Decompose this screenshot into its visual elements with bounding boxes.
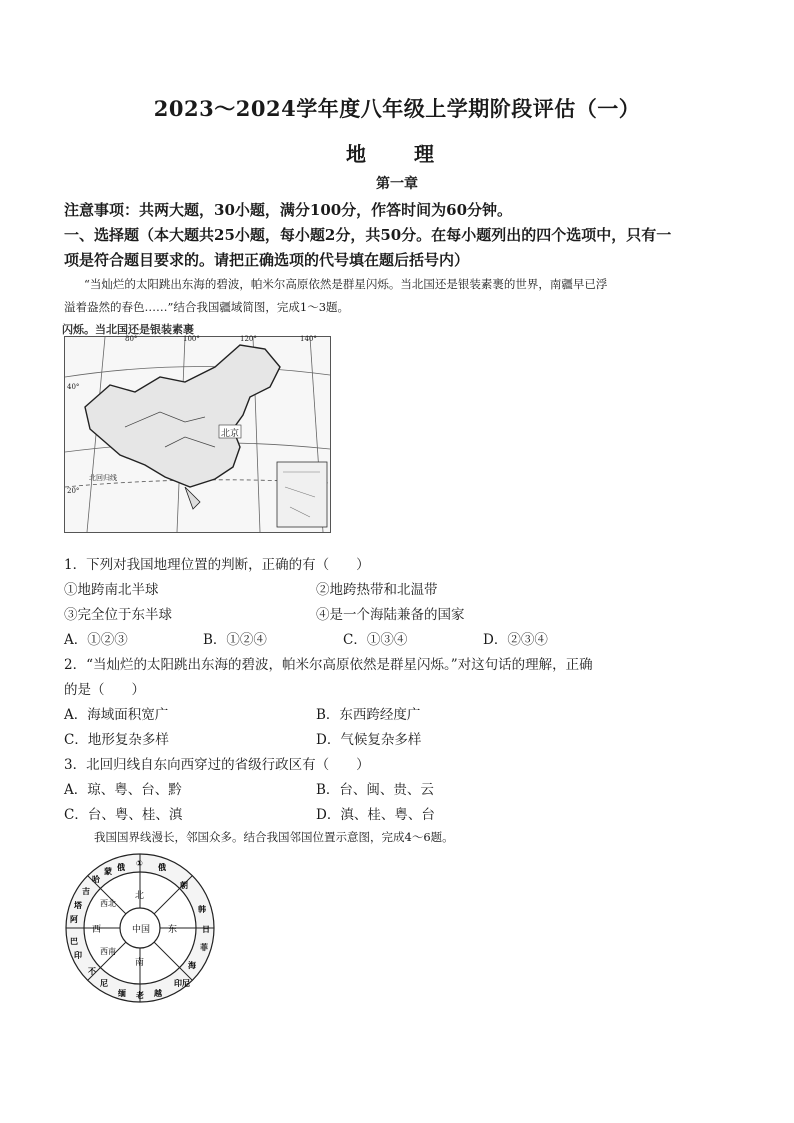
nb-17: 阿 bbox=[70, 915, 78, 924]
nb-21: 蒙 bbox=[104, 867, 112, 876]
q3-option-b: B．台、闽、贵、云 bbox=[316, 782, 434, 798]
nb-1: 俄 bbox=[117, 863, 125, 872]
q2-option-d: D．气候复杂多样 bbox=[316, 732, 422, 748]
nb-8: 海 bbox=[188, 961, 196, 970]
nb-12: 缅 bbox=[118, 989, 126, 998]
notice-line: 注意事项：共两大题，30小题，满分100分，作答时间为60分钟。 bbox=[64, 201, 513, 219]
q3-stem: 3．北回归线自东向西穿过的省级行政区有（ ） bbox=[64, 757, 370, 773]
q2-stem-2: 的是（ ） bbox=[64, 682, 145, 698]
dir-west: 西 bbox=[92, 925, 102, 935]
q1-option-d: D．②③④ bbox=[483, 632, 548, 648]
lon-label-100: 100° bbox=[183, 335, 200, 343]
neighbor-diagram bbox=[62, 850, 227, 1005]
nb-10: 越 bbox=[154, 989, 162, 998]
q3-option-a: A．琼、粤、台、黔 bbox=[64, 782, 182, 798]
chapter-label: 第一章 bbox=[376, 176, 418, 192]
q1-item-3: ③完全位于东半球 bbox=[64, 607, 172, 623]
nb-16: 巴 bbox=[70, 937, 78, 946]
nb-2: ① bbox=[136, 859, 143, 868]
nb-9: 印尼 bbox=[174, 979, 190, 988]
q2-option-c: C．地形复杂多样 bbox=[64, 732, 169, 748]
passage1-line2: 溢着盎然的春色……”结合我国疆域简图，完成1～3题。 bbox=[64, 300, 350, 314]
diagram-center: 中国 bbox=[132, 925, 151, 935]
lon-label-140: 140° bbox=[300, 335, 317, 343]
lon-label-80: 80° bbox=[125, 335, 138, 343]
dir-northwest: 西北 bbox=[100, 899, 116, 908]
nb-4: 朝 bbox=[180, 881, 188, 890]
beijing-label: 北京 bbox=[221, 429, 240, 439]
nb-14: 不 bbox=[88, 967, 96, 976]
q2-option-b: B．东西跨经度广 bbox=[316, 707, 421, 723]
section-instructions-1: 一、选择题（本大题共25小题，每小题2分，共50分。在每小题列出的四个选项中，只有一 bbox=[64, 226, 672, 244]
dir-southwest: 西南 bbox=[100, 947, 116, 956]
nb-13: 尼 bbox=[100, 979, 108, 988]
q1-item-4: ④是一个海陆兼备的国家 bbox=[316, 607, 465, 623]
nb-11: 老 bbox=[136, 991, 144, 1000]
q1-stem: 1．下列对我国地理位置的判断，正确的有（ ） bbox=[64, 557, 370, 573]
q1-option-a: A．①②③ bbox=[64, 632, 128, 648]
lat-label-20: 20° bbox=[67, 487, 80, 495]
q2-option-a: A．海域面积宽广 bbox=[64, 707, 169, 723]
q1-item-2: ②地跨热带和北温带 bbox=[316, 582, 438, 598]
q3-option-d: D．滇、桂、粤、台 bbox=[316, 807, 435, 823]
nb-18: 塔 bbox=[74, 901, 82, 910]
lon-label-120: 120° bbox=[240, 335, 257, 343]
dir-south: 南 bbox=[135, 958, 145, 968]
q3-option-c: C．台、粤、桂、滇 bbox=[64, 807, 183, 823]
q1-item-1: ①地跨南北半球 bbox=[64, 582, 159, 598]
map-clipped-caption: 闪烁。当北国还是银装素裹 bbox=[62, 323, 194, 335]
nb-7: 菲 bbox=[200, 943, 208, 952]
nb-5: 韩 bbox=[198, 905, 206, 914]
dir-north: 北 bbox=[135, 891, 145, 901]
nb-6: 日 bbox=[202, 925, 210, 934]
nb-15: 印 bbox=[74, 951, 82, 960]
nb-19: 吉 bbox=[82, 887, 90, 896]
passage2-line1: 我国国界线漫长，邻国众多。结合我国邻国位置示意图，完成4～6题。 bbox=[94, 830, 454, 844]
page-title: 2023～2024学年度八年级上学期阶段评估（一） bbox=[153, 96, 641, 121]
subject-title: 地 理 bbox=[346, 142, 448, 166]
nb-3: 俄 bbox=[158, 863, 166, 872]
passage1-line1: “当灿烂的太阳跳出东海的碧波，帕米尔高原依然是群星闪烁。当北国还是银装素裹的世界，南疆早已浮 bbox=[84, 277, 608, 291]
q1-option-c: C．①③④ bbox=[343, 632, 408, 648]
dir-east: 东 bbox=[168, 925, 178, 935]
lat-label-40: 40° bbox=[67, 383, 80, 391]
q2-stem-1: 2．“当灿烂的太阳跳出东海的碧波，帕米尔高原依然是群星闪烁。”对这句话的理解，正确 bbox=[64, 657, 593, 673]
tropic-label: 北回归线 bbox=[89, 474, 117, 482]
nb-20: 哈 bbox=[92, 875, 100, 884]
q1-option-b: B．①②④ bbox=[203, 632, 267, 648]
section-instructions-2: 项是符合题目要求的。请把正确选项的代号填在题后括号内） bbox=[64, 251, 470, 269]
china-map bbox=[64, 336, 331, 533]
